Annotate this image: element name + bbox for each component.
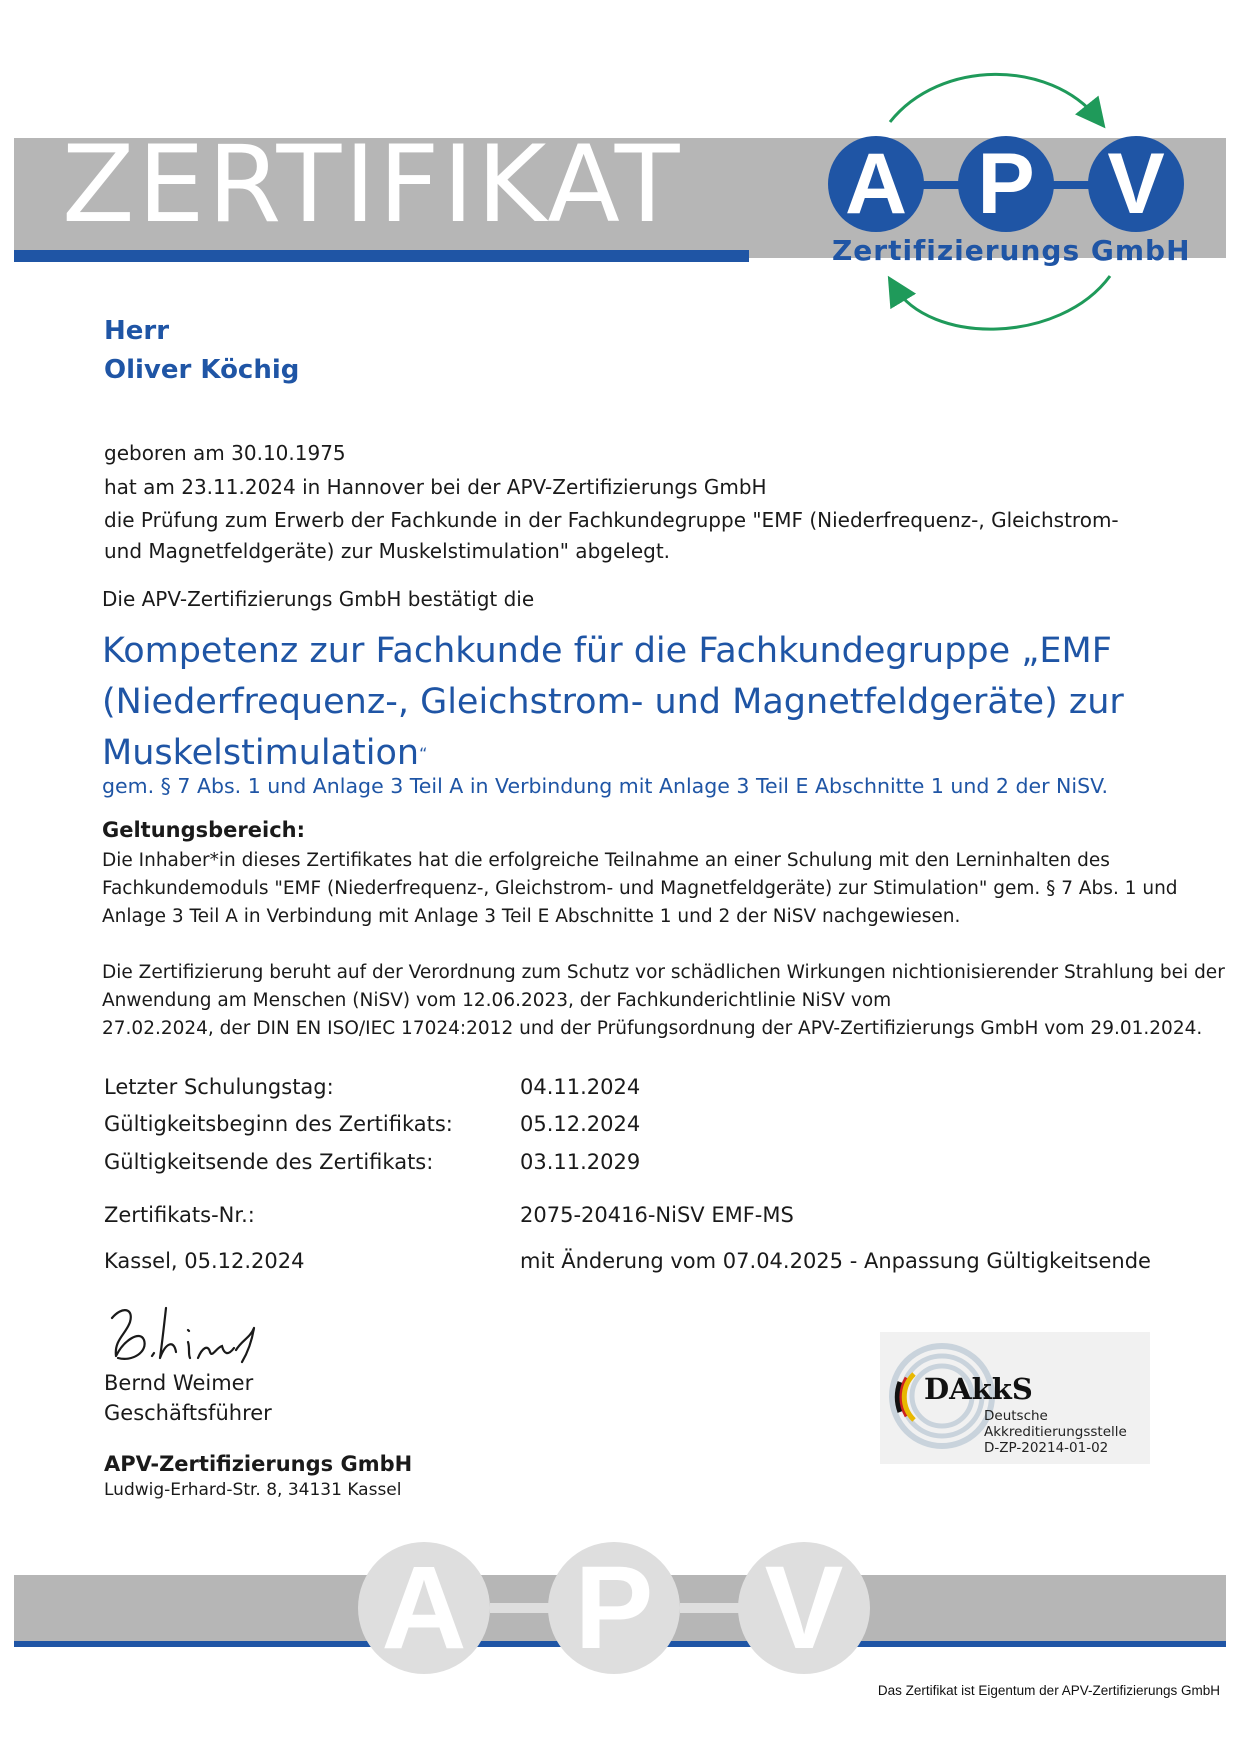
- logo-letter-v: V: [1088, 136, 1184, 232]
- basis-line-2: Anwendung am Menschen (NiSV) vom 12.06.2023, der Fachkunderichtlinie NiSV vom: [102, 990, 892, 1011]
- exam-line: hat am 23.11.2024 in Hannover bei der APV-Zertifizierungs GmbH: [104, 475, 767, 499]
- ownership-note: Das Zertifikat ist Eigentum der APV-Zertifizierungs GmbH: [877, 1683, 1220, 1698]
- dakks-line-2: Akkreditierungsstelle: [984, 1424, 1127, 1440]
- logo-subtitle: Zertifizierungs GmbH: [832, 234, 1191, 267]
- detail-value: 04.11.2024: [520, 1075, 641, 1099]
- confirmation-line: Die APV-Zertifizierungs GmbH bestätigt die: [102, 587, 535, 611]
- apv-logo: [820, 64, 1200, 354]
- closing-quote: “: [419, 744, 428, 763]
- logo-letter-a: A: [828, 136, 924, 232]
- scope-heading: Geltungsbereich:: [102, 818, 306, 842]
- exam-description-line-1: die Prüfung zum Erwerb der Fachkunde in der Fachkundegruppe "EMF (Niederfrequenz-, Gleichstrom-: [104, 508, 1119, 532]
- exam-description-line-2: und Magnetfeldgeräte) zur Muskelstimulation" abgelegt.: [104, 539, 671, 563]
- salutation: Herr: [104, 316, 170, 346]
- certificate-title: ZERTIFIKAT: [62, 123, 683, 246]
- issuer-address: Ludwig-Erhard-Str. 8, 34131 Kassel: [104, 1480, 402, 1500]
- footer-connector: [490, 1603, 550, 1613]
- detail-value: 05.12.2024: [520, 1112, 641, 1136]
- competence-line-3-text: Muskelstimulation: [102, 733, 420, 773]
- dakks-code: D-ZP-20214-01-02: [984, 1440, 1109, 1456]
- recipient-name: Oliver Köchig: [104, 355, 300, 385]
- certificate-number: 2075-20416-NiSV EMF-MS: [520, 1203, 794, 1227]
- logo-connector: [920, 181, 960, 189]
- logo-connector: [1052, 181, 1092, 189]
- basis-line-3: 27.02.2024, der DIN EN ISO/IEC 17024:2012 und der Prüfungsordnung der APV-Zertifizierungs GmbH vom 29.01.2024.: [102, 1018, 1203, 1039]
- footer-letter-v: V: [738, 1542, 870, 1674]
- footer-letter-a: A: [358, 1542, 490, 1674]
- birth-date-line: geboren am 30.10.1975: [104, 441, 346, 465]
- issuer-name: APV-Zertifizierungs GmbH: [104, 1452, 413, 1476]
- dakks-logo: [880, 1332, 1150, 1464]
- footer-letter-p: P: [548, 1542, 680, 1674]
- dakks-wordmark: DAkkS: [924, 1372, 1033, 1406]
- legal-reference: gem. § 7 Abs. 1 und Anlage 3 Teil A in Verbindung mit Anlage 3 Teil E Abschnitte 1 und 2 der NiSV.: [102, 774, 1108, 798]
- footer-connector: [680, 1603, 740, 1613]
- basis-line-1: Die Zertifizierung beruht auf der Verordnung zum Schutz vor schädlichen Wirkungen nichtionisierender Strahlung bei der: [102, 962, 1225, 983]
- place-date: Kassel, 05.12.2024: [104, 1249, 305, 1273]
- detail-label: Gültigkeitsbeginn des Zertifikats:: [104, 1112, 453, 1136]
- scope-line-1: Die Inhaber*in dieses Zertifikates hat die erfolgreiche Teilnahme an einer Schulung mit den Lerninhalten des: [102, 850, 1110, 871]
- scope-line-3: Anlage 3 Teil A in Verbindung mit Anlage 3 Teil E Abschnitte 1 und 2 der NiSV nachgewiesen.: [102, 906, 961, 927]
- competence-line-1: Kompetenz zur Fachkunde für die Fachkundegruppe „EMF: [102, 631, 1112, 671]
- signatory-role: Geschäftsführer: [104, 1401, 272, 1425]
- dakks-line-1: Deutsche: [984, 1408, 1048, 1424]
- competence-line-3: [102, 728, 427, 779]
- scope-line-2: Fachkundemoduls "EMF (Niederfrequenz-, Gleichstrom- und Magnetfeldgeräte) zur Stimulation" gem. § 7 Abs. 1 und: [102, 878, 1178, 899]
- detail-label: Gültigkeitsende des Zertifikats:: [104, 1150, 434, 1174]
- logo-letter-p: P: [958, 136, 1054, 232]
- signature-image: [104, 1300, 274, 1375]
- detail-label: Zertifikats-Nr.:: [104, 1203, 255, 1227]
- detail-value: 03.11.2029: [520, 1150, 641, 1174]
- competence-line-2: (Niederfrequenz-, Gleichstrom- und Magnetfeldgeräte) zur: [102, 682, 1124, 722]
- header-accent-line: [14, 250, 749, 262]
- detail-label: Letzter Schulungstag:: [104, 1075, 334, 1099]
- amendment-note: mit Änderung vom 07.04.2025 - Anpassung Gültigkeitsende: [520, 1249, 1151, 1273]
- signatory-name: Bernd Weimer: [104, 1371, 254, 1395]
